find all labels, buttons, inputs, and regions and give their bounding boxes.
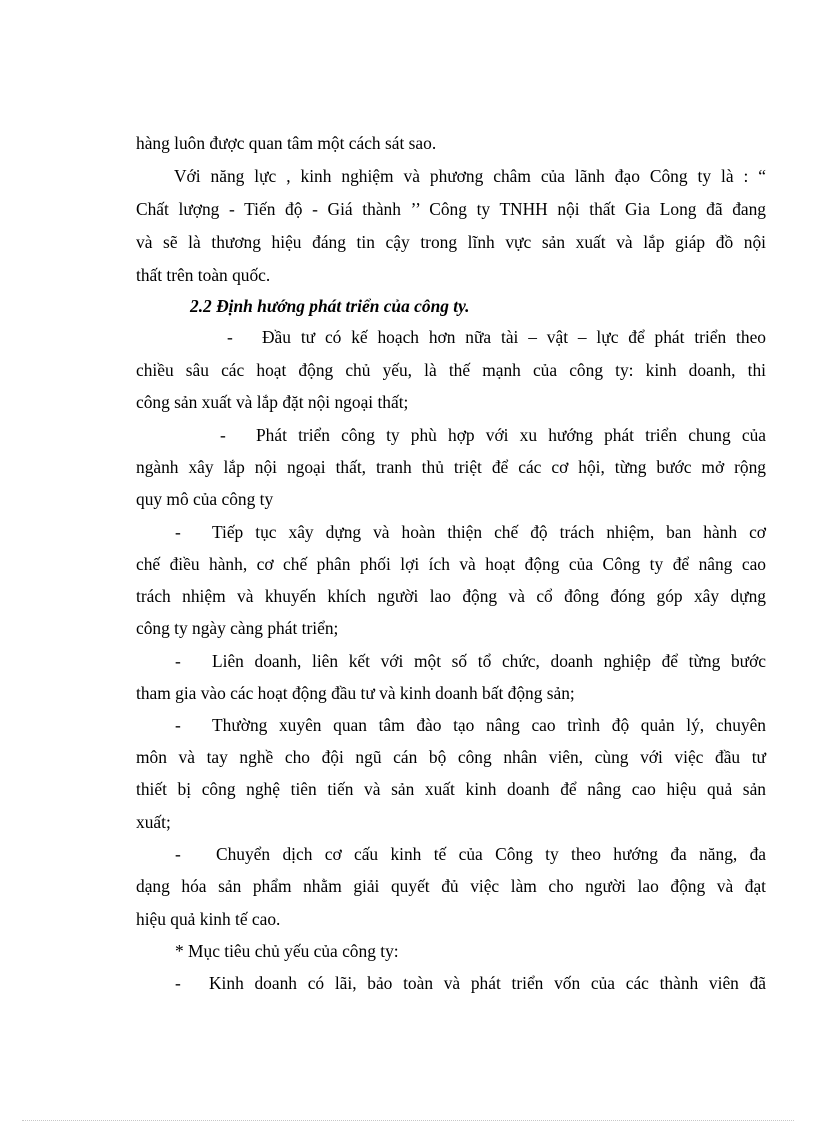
bullet-line: ngành xây lắp nội ngoại thất, tranh thủ triệt để các cơ hội, từng bước mở rộng [136, 457, 766, 477]
bullet-line: môn và tay nghề cho đội ngũ cán bộ công nhân viên, cùng với việc đầu tư [136, 747, 766, 767]
bullet-dash: - [175, 651, 181, 671]
page-bottom-divider [22, 1120, 794, 1121]
bullet-dash: - [175, 973, 181, 993]
bullet-line: Liên doanh, liên kết với một số tổ chức, doanh nghiệp để từng bước [212, 651, 766, 671]
bullet-line: Phát triển công ty phù hợp với xu hướng phát triển chung của [256, 425, 766, 445]
paragraph-line: Với năng lực , kinh nghiệm và phương châm của lãnh đạo Công ty là : “ [174, 166, 766, 186]
section-heading: 2.2 Định hướng phát triển của công ty. [190, 296, 470, 316]
bullet-line: Tiếp tục xây dựng và hoàn thiện chế độ trách nhiệm, ban hành cơ [212, 522, 766, 542]
bullet-line: Kinh doanh có lãi, bảo toàn và phát triển vốn của các thành viên đã [209, 973, 766, 993]
bullet-line: Chuyển dịch cơ cấu kinh tế của Công ty theo hướng đa năng, đa [216, 844, 766, 864]
paragraph-line: và sẽ là thương hiệu đáng tin cậy trong lĩnh vực sản xuất và lắp giáp đồ nội [136, 232, 766, 252]
goals-heading: * Mục tiêu chủ yếu của công ty: [175, 941, 399, 961]
paragraph-line: hàng luôn được quan tâm một cách sát sao. [136, 133, 437, 153]
bullet-line: hiệu quả kinh tế cao. [136, 909, 281, 929]
bullet-line: chế điều hành, cơ chế phân phối lợi ích và hoạt động của Công ty để nâng cao [136, 554, 766, 574]
bullet-line: Đầu tư có kế hoạch hơn nữa tài – vật – lực để phát triển theo [262, 327, 766, 347]
bullet-line: xuất; [136, 812, 171, 832]
bullet-dash: - [175, 715, 181, 735]
bullet-dash: - [175, 522, 181, 542]
bullet-line: công ty ngày càng phát triển; [136, 618, 339, 638]
bullet-dash: - [220, 425, 226, 445]
bullet-line: chiều sâu các hoạt động chủ yếu, là thế mạnh của công ty: kinh doanh, thi [136, 360, 766, 380]
bullet-dash: - [175, 844, 181, 864]
bullet-line: quy mô của công ty [136, 489, 274, 509]
paragraph-line: Chất lượng - Tiến độ - Giá thành ’’ Công ty TNHH nội thất Gia Long đã đang [136, 199, 766, 219]
paragraph-line: thất trên toàn quốc. [136, 265, 271, 285]
bullet-line: Thường xuyên quan tâm đào tạo nâng cao trình độ quản lý, chuyên [212, 715, 766, 735]
bullet-dash: - [227, 327, 233, 347]
bullet-line: công sản xuất và lắp đặt nội ngoại thất; [136, 392, 409, 412]
bullet-line: trách nhiệm và khuyến khích người lao động và cổ đông đóng góp xây dựng [136, 586, 766, 606]
bullet-line: tham gia vào các hoạt động đầu tư và kinh doanh bất động sản; [136, 683, 575, 703]
bullet-line: dạng hóa sản phẩm nhằm giải quyết đủ việc làm cho người lao động và đạt [136, 876, 766, 896]
bullet-line: thiết bị công nghệ tiên tiến và sản xuất kinh doanh để nâng cao hiệu quả sản [136, 779, 766, 799]
